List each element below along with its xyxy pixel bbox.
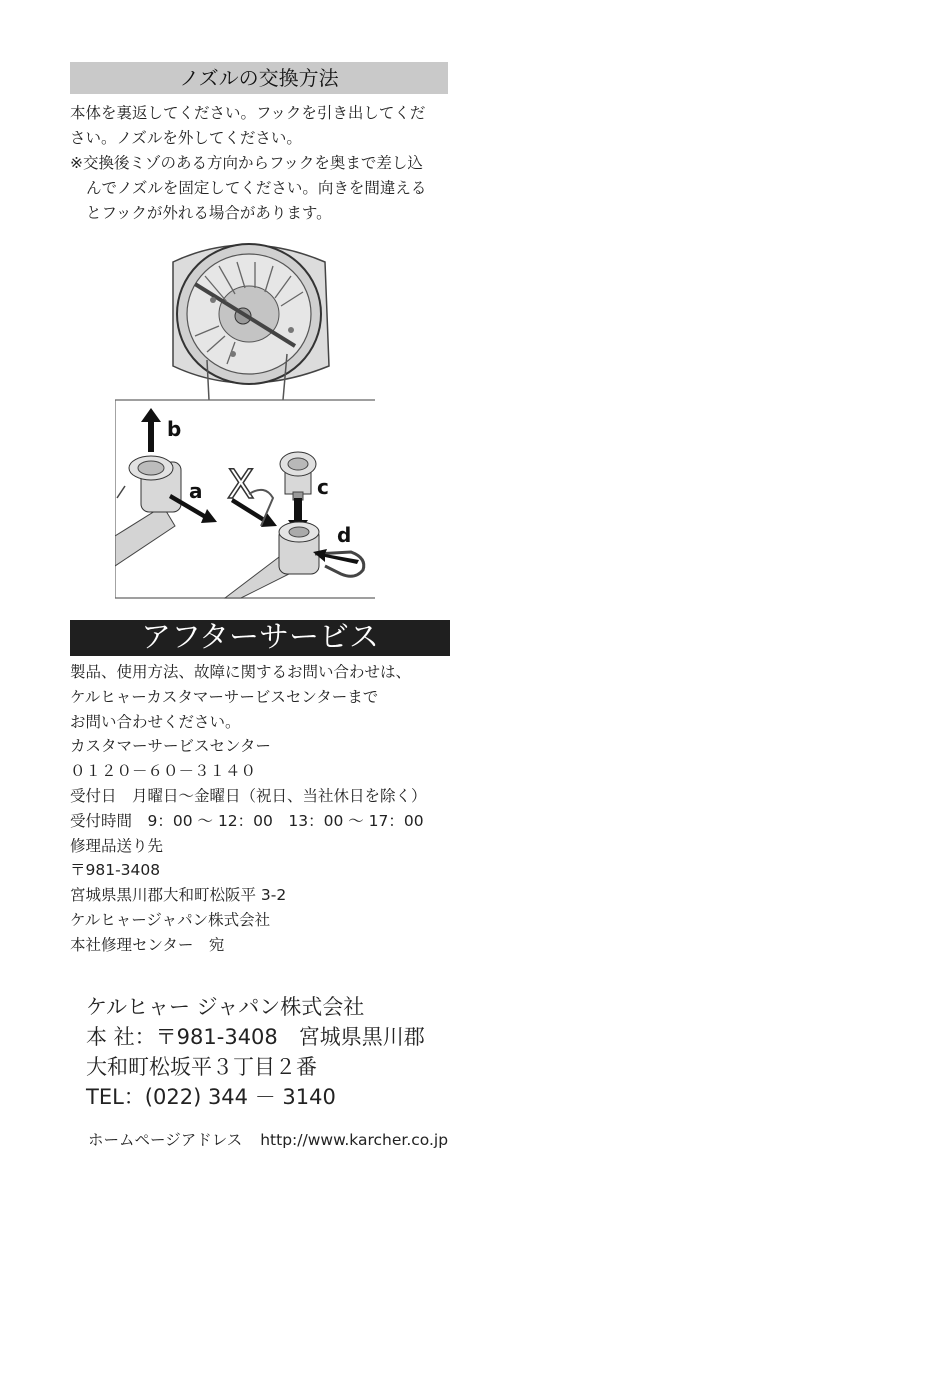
figure-label-a: a [189, 479, 203, 503]
nozzle-note [70, 151, 426, 226]
figure-label-d: d [337, 523, 352, 547]
homepage-address [88, 1128, 448, 1152]
service-center-name: カスタマーサービスセンター [70, 737, 271, 756]
service-phone: ０１２０－６０－３１４０ [70, 762, 257, 781]
company-phone: TEL：(022) 344 － 3140 [86, 1085, 336, 1109]
homepage-label: ホームページアドレス [88, 1131, 243, 1149]
figure-label-b: b [167, 417, 182, 441]
repair-address: 宮城県黒川郡大和町松阪平 3-2 [70, 886, 287, 905]
nozzle-replacement-figure [115, 236, 375, 600]
service-line: ケルヒャーカスタマーサービスセンターまで [70, 687, 379, 706]
instruction-line: 本体を裏返してください。フックを引き出してくだ [70, 104, 426, 122]
after-service-details [70, 660, 427, 958]
device-underside-illustration [173, 244, 329, 384]
repair-company: ケルヒャージャパン株式会社 [70, 910, 271, 929]
homepage-url[interactable]: http://www.karcher.co.jp [260, 1131, 449, 1149]
after-service-title: アフターサービス [70, 620, 450, 656]
company-name: ケルヒャー ジャパン株式会社 [86, 995, 365, 1019]
figure-label-c: c [317, 475, 329, 499]
repair-postal-code: 〒981-3408 [70, 861, 161, 880]
instruction-line: さい。ノズルを外してください。 [70, 129, 302, 147]
note-line: ※交換後ミゾのある方向からフックを奥まで差し込 [70, 154, 423, 172]
repair-destination-label: 修理品送り先 [70, 836, 164, 855]
figure-label-x: X [227, 462, 255, 508]
note-line: んでノズルを固定してください。向きを間違える [86, 179, 427, 197]
service-line: お問い合わせください。 [70, 712, 241, 731]
company-address-line2: 大和町松坂平３丁目２番 [86, 1055, 317, 1079]
service-line: 製品、使用方法、故障に関するお問い合わせは、 [70, 663, 412, 681]
service-days: 受付日 月曜日～金曜日（祝日、当社休日を除く） [70, 786, 427, 805]
service-hours: 受付時間 9：00 ～ 12：00 13：00 ～ 17：00 [70, 811, 424, 830]
company-address-line1: 本 社：〒981-3408 宮城県黒川郡 [86, 1025, 425, 1049]
nozzle-instructions [70, 101, 425, 151]
nozzle-section-title: ノズルの交換方法 [70, 62, 448, 94]
nozzle-right-illustration [280, 452, 316, 500]
company-info [86, 992, 425, 1112]
note-line: とフックが外れる場合があります。 [86, 204, 332, 222]
repair-center: 本社修理センター 宛 [70, 935, 225, 954]
nozzle-left-illustration [115, 456, 181, 566]
